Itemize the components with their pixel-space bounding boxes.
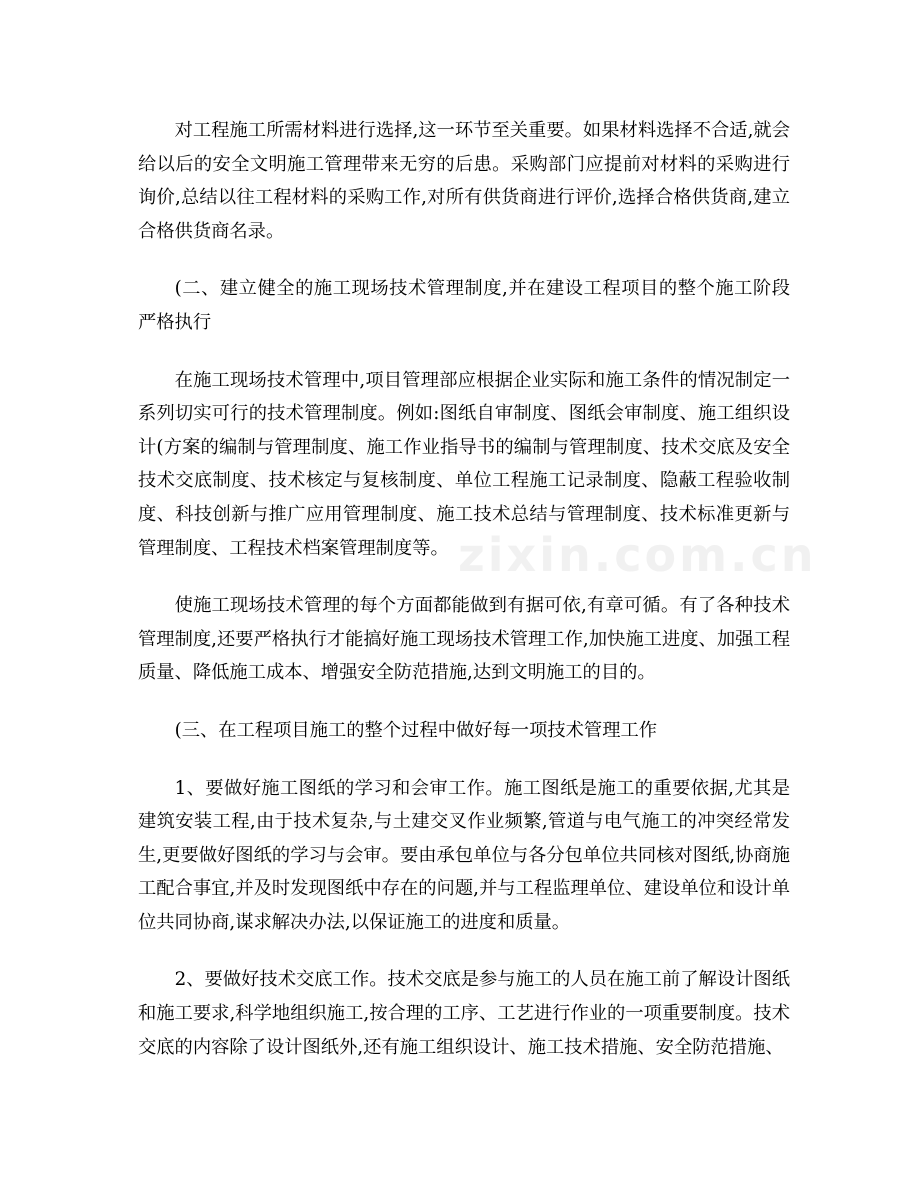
paragraph-technical-briefing: 2、要做好技术交底工作。技术交底是参与施工的人员在施工前了解设计图纸和施工要求,科学地组织施工,按合理的工序、工艺进行作业的一项重要制度。技术交底的内容除了设计图纸外,还有施工组织设计、施工技术措施、安全防范措施、 (138, 969, 790, 1058)
paragraph-material-selection: 对工程施工所需材料进行选择,这一环节至关重要。如果材料选择不合适,就会给以后的安全文明施工管理带来无穷的后患。采购部门应提前对材料的采购进行询价,总结以往工程材料的采购工作,对所有供货商进行评价,选择合格供货商,建立合格供货商名录。 (138, 120, 790, 242)
paragraph-management-rules: 在施工现场技术管理中,项目管理部应根据企业实际和施工条件的情况制定一系列切实可行的技术管理制度。例如:图纸自审制度、图纸会审制度、施工组织设计(方案的编制与管理制度、施工作业指导书的编制与管理制度、技术交底及安全技术交底制度、技术核定与复核制度、单位工程施工记录制度、隐蔽工程验收制度、科技创新与推广应用管理制度、施工技术总结与管理制度、技术标准更新与管理制度、工程技术档案管理制度等。 (138, 369, 790, 559)
watermark: zixin.com.cn (458, 528, 817, 582)
section-heading-2: (二、建立健全的施工现场技术管理制度,并在建设工程项目的整个施工阶段严格执行 (138, 278, 790, 333)
document-body (138, 114, 790, 1064)
section-heading-3: (三、在工程项目施工的整个过程中做好每一项技术管理工作 (174, 719, 658, 741)
paragraph-strict-execution: 使施工现场技术管理的每个方面都能做到有据可依,有章可循。有了各种技术管理制度,还要严格执行才能搞好施工现场技术管理工作,加快施工进度、加强工程质量、降低施工成本、增强安全防范措施,达到文明施工的目的。 (138, 595, 790, 684)
paragraph-drawing-review: 1、要做好施工图纸的学习和会审工作。施工图纸是施工的重要依据,尤其是建筑安装工程,由于技术复杂,与土建交叉作业频繁,管道与电气施工的冲突经常发生,更要做好图纸的学习与会审。要由承包单位与各分包单位共同核对图纸,协商施工配合事宜,并及时发现图纸中存在的问题,并与工程监理单位、建设单位和设计单位共同协商,谋求解决办法,以保证施工的进度和质量。 (138, 777, 790, 933)
